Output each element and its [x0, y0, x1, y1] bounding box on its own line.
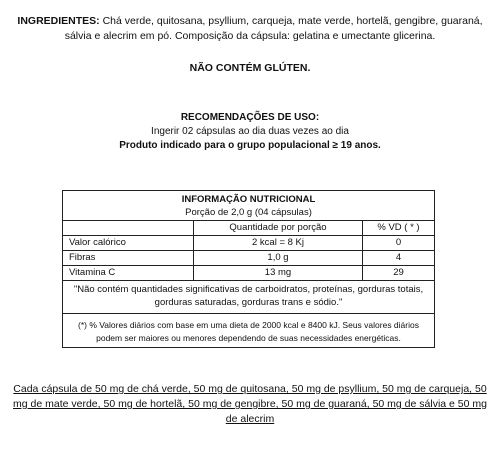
nutrient-dv: 0	[363, 236, 435, 251]
insignificant-nutrients-note: "Não contém quantidades significativas de carboidratos, proteínas, gorduras totais, gorduras saturadas, gorduras trans e sódio."	[63, 281, 434, 314]
nutrition-grid	[63, 221, 434, 281]
nutrition-column-headers	[63, 221, 434, 236]
nutrition-facts-table	[62, 190, 435, 348]
portion-size: Porção de 2,0 g (04 cápsulas)	[185, 207, 312, 218]
nutrient-quantity: 2 kcal = 8 Kj	[194, 236, 363, 251]
column-header-nutrient	[63, 221, 194, 236]
nutrient-name: Valor calórico	[63, 236, 194, 251]
capsule-composition: Cada cápsula de 50 mg de chá verde, 50 mg de quitosana, 50 mg de psyllium, 50 mg de carqueja, 50 mg de mate verde, 50 mg de hortelã, 50 mg de gengibre, 50 mg de guaraná, 50 mg de sálvia e 50 mg de alecrim	[13, 383, 487, 425]
ingredients-paragraph	[12, 14, 488, 44]
target-population: Produto indicado para o grupo populacional ≥ 19 anos.	[119, 140, 381, 151]
table-row	[63, 236, 434, 251]
column-header-dv: % VD ( * )	[363, 221, 435, 236]
daily-values-footnote: (*) % Valores diários com base em uma dieta de 2000 kcal e 8400 kJ. Seus valores diários podem ser maiores ou menores dependendo de suas necessidades energéticas.	[78, 320, 419, 343]
usage-recommendations	[0, 111, 500, 153]
ingredients-label: INGREDIENTES:	[17, 15, 100, 27]
table-row	[63, 251, 434, 266]
ingredients-text: Chá verde, quitosana, psyllium, carqueja, mate verde, hortelã, gengibre, guaraná, sálvia e alecrim em pó. Composição da cápsula: gelatina e umectante glicerina.	[64, 15, 483, 42]
nutrient-quantity: 1,0 g	[194, 251, 363, 266]
nutrient-dv: 4	[363, 251, 435, 266]
nutrient-dv: 29	[363, 266, 435, 281]
table-row	[63, 266, 434, 281]
nutrient-name: Fibras	[63, 251, 194, 266]
column-header-quantity: Quantidade por porção	[194, 221, 363, 236]
nutrition-header	[63, 191, 434, 221]
gluten-notice: NÃO CONTÉM GLÚTEN.	[189, 62, 311, 74]
usage-instruction: Ingerir 02 cápsulas ao dia duas vezes ao dia	[151, 126, 349, 137]
nutrition-title: INFORMAÇÃO NUTRICIONAL	[181, 194, 316, 205]
nutrient-name: Vitamina C	[63, 266, 194, 281]
recommendations-title: RECOMENDAÇÕES DE USO:	[180, 112, 320, 123]
nutrient-quantity: 13 mg	[194, 266, 363, 281]
